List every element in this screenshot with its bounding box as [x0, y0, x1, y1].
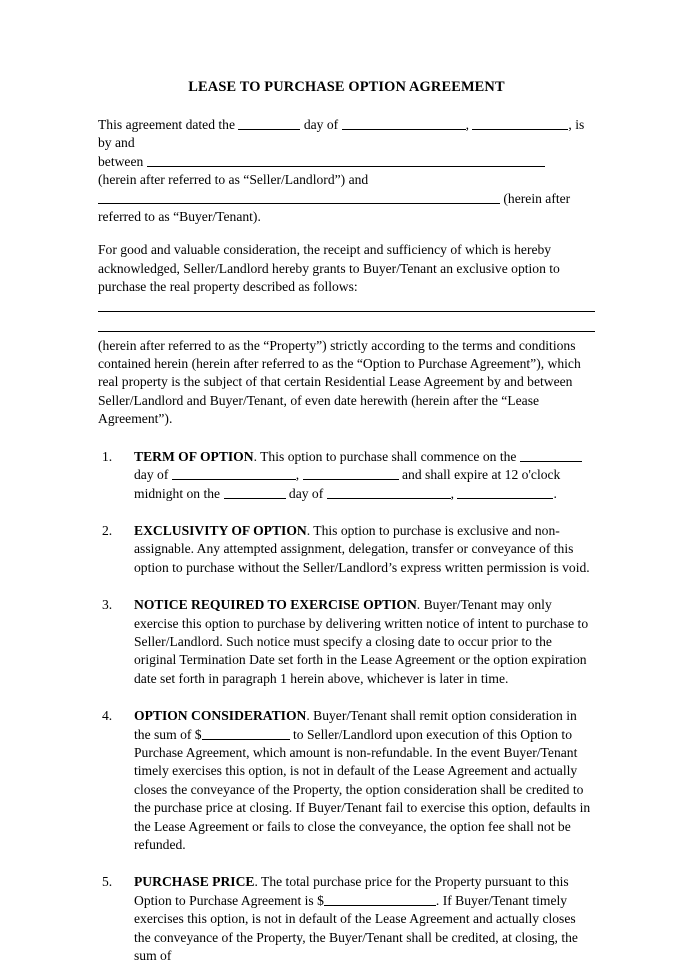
- clause-text-a: . Buyer/Tenant shall remit option consideration in the sum of $: [134, 708, 577, 742]
- clause-exclusivity-of-option: [98, 522, 595, 577]
- intro-line4-tail: (herein after: [503, 190, 571, 206]
- clause-number: 3.: [102, 597, 113, 613]
- clause-term-of-option: [98, 448, 595, 503]
- intro-line1-part1: This agreement dated the: [98, 117, 236, 132]
- intro-line1-part2: day of: [303, 117, 339, 132]
- clause-text-h: .: [553, 485, 557, 501]
- intro-paragraph: [98, 116, 595, 226]
- term-expire-month-blank[interactable]: [327, 485, 451, 499]
- term-expire-day-blank[interactable]: [224, 485, 286, 499]
- intro-day-blank[interactable]: [238, 117, 300, 131]
- clause-heading: TERM OF OPTION: [134, 448, 254, 464]
- clause-number: 5.: [102, 874, 113, 890]
- intro-comma1: ,: [465, 117, 469, 132]
- clause-heading: NOTICE REQUIRED TO EXERCISE OPTION: [134, 597, 417, 613]
- clause-number: 2.: [102, 522, 113, 538]
- clause-text-b: to Seller/Landlord upon execution of this Option to Purchase Agreement, which amount is non-refundable. In the event Buyer/Tenant timely exercises this option, is not in default of the Lease Agreement and actually closes the conveyance of the Property, the option consideration shall be credited to the purchase price at closing. If Buyer/Tenant fail to exercise this option, defaults in the Lease Agreement or fails to close the conveyance, the option fee shall not be refunded.: [134, 726, 591, 852]
- clause-body: . This option to purchase is exclusive and non-assignable. Any attempted assignment, delegation, transfer or conveyance of this option to purchase without the Seller/Landlord’s express written permission is void.: [134, 522, 590, 575]
- clause-option-consideration: [98, 707, 595, 854]
- clause-heading: OPTION CONSIDERATION: [134, 708, 307, 724]
- clause-text-b: day: [134, 467, 154, 483]
- intro-seller-designation: (herein after referred to as “Seller/Landlord”) and: [98, 172, 369, 188]
- clause-purchase-price: [98, 873, 595, 965]
- clause-notice-required-to-exercise-option: [98, 596, 595, 688]
- term-expire-year-blank[interactable]: [457, 485, 553, 499]
- intro-month-blank[interactable]: [342, 117, 466, 131]
- intro-year-blank[interactable]: [472, 117, 568, 131]
- clause-text-f: day of: [288, 485, 324, 501]
- consideration-paragraph: For good and valuable consideration, the receipt and sufficiency of which is hereby acknowledged, Seller/Landlord hereby grants to Buyer/Tenant an exclusive option to purchase the real property described as follows:: [98, 242, 560, 295]
- clause-body: . Buyer/Tenant may only exercise this option to purchase by delivering written notice of intent to purchase to Seller/Landlord. Such notice must specify a closing date to occur prior to the original Termination Date set forth in the Lease Agreement or the option expiration date set forth in paragraph 1 herein above, whichever is later in time.: [134, 597, 589, 686]
- clause-number: 4.: [102, 708, 113, 724]
- intro-line1-part3: , is by and: [98, 117, 585, 151]
- intro-between-label: between: [98, 153, 144, 169]
- clause-text-d: ,: [295, 467, 300, 483]
- clause-heading: EXCLUSIVITY OF OPTION: [134, 522, 307, 538]
- clause-text-c: of: [157, 467, 169, 483]
- clause-heading: PURCHASE PRICE: [134, 874, 255, 890]
- purchase-price-amount-blank[interactable]: [324, 892, 436, 906]
- clause-list: [98, 448, 595, 965]
- intro-buyer-designation: referred to as “Buyer/Tenant).: [98, 209, 261, 225]
- term-commence-month-blank[interactable]: [172, 467, 296, 481]
- option-consideration-amount-blank[interactable]: [202, 726, 290, 740]
- clause-text-a: . The total purchase price for the Property pursuant to this Option to Purchase Agreement is $: [134, 874, 569, 908]
- intro-buyer-name-blank[interactable]: [98, 190, 500, 204]
- property-description-blank-1[interactable]: [98, 311, 595, 312]
- term-commence-day-blank[interactable]: [520, 448, 582, 462]
- clause-text-e: and shall expire at 12 o'clock midnight on the: [134, 467, 561, 501]
- clause-text-a: . This option to purchase shall commence on the: [253, 448, 517, 464]
- term-commence-year-blank[interactable]: [303, 467, 399, 481]
- property-clause-paragraph: (herein after referred to as the “Property”) strictly according to the terms and conditions contained herein (herein after referred to as the “Option to Purchase Agreement”), which real property is the subject of that certain Residential Lease Agreement by and between Seller/Landlord and Buyer/Tenant, of even date herewith (herein after the “Lease Agreement”).: [98, 337, 581, 427]
- page-title: LEASE TO PURCHASE OPTION AGREEMENT: [188, 79, 505, 95]
- clause-text-g: ,: [450, 485, 455, 501]
- intro-seller-name-blank[interactable]: [147, 153, 545, 167]
- clause-text-b: . If Buyer/Tenant timely exercises this option, is not in default of the Lease Agreement and actually closes the conveyance of the Property, the Buyer/Tenant shall be credited, at closing, the sum of: [134, 892, 578, 964]
- property-description-blank-2[interactable]: [98, 331, 595, 332]
- clause-number: 1.: [102, 448, 113, 464]
